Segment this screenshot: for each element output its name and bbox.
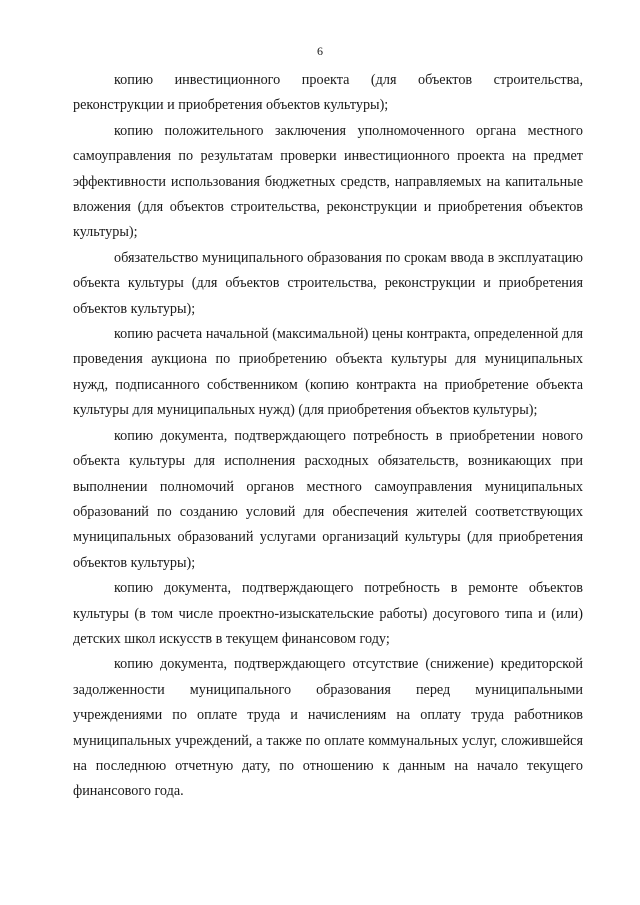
paragraph-investment-project-copy: копию инвестиционного проекта (для объектов строительства, реконструкции и приобретения объектов культуры); (73, 72, 583, 114)
paragraph-contract-price-calculation: копию расчета начальной (максимальной) цены контракта, определенной для проведения аукциона по приобретению объекта культуры для муниципальных нужд, подписанного собственником (копию контракта на приобретение объекта культуры для муниципальных нужд) (для приобретения объектов культуры); (73, 326, 583, 419)
paragraph-commissioning-obligation: обязательство муниципального образования по срокам ввода в эксплуатацию объекта культуры (для объектов строительства, реконструкции и приобретения объектов культуры); (73, 249, 583, 317)
page-number: 6 (317, 44, 323, 58)
paragraph-debt-absence-document: копию документа, подтверждающего отсутствие (снижение) кредиторской задолженности муниципального образования перед муниципальными учреждениями по оплате труда и начислениям на оплату труда работников муниципальных учреждений, а также по оплате коммунальных услуг, сложившейся на последнюю отчетную дату, по отношению к данным на начало текущего финансового года. (73, 656, 583, 800)
paragraph-repair-need-document: копию документа, подтверждающего потребность в ремонте объектов культуры (в том числе проектно-изыскательские работы) досугового типа и (или) детских школ искусств в текущем финансовом году; (73, 580, 583, 647)
paragraph-acquisition-need-document: копию документа, подтверждающего потребность в приобретении нового объекта культуры для исполнения расходных обязательств, возникающих при выполнении полномочий органов местного самоуправления муниципальных образований по созданию условий для обеспечения жителей соответствующих муниципальных образований услугами организаций культуры (для приобретения объектов культуры); (73, 427, 583, 571)
paragraph-positive-conclusion-copy: копию положительного заключения уполномоченного органа местного самоуправления по результатам проверки инвестиционного проекта на предмет эффективности использования бюджетных средств, направляемых на капитальные вложения (для объектов строительства, реконструкции и приобретения объектов культуры); (73, 122, 583, 241)
document-body (73, 68, 583, 805)
